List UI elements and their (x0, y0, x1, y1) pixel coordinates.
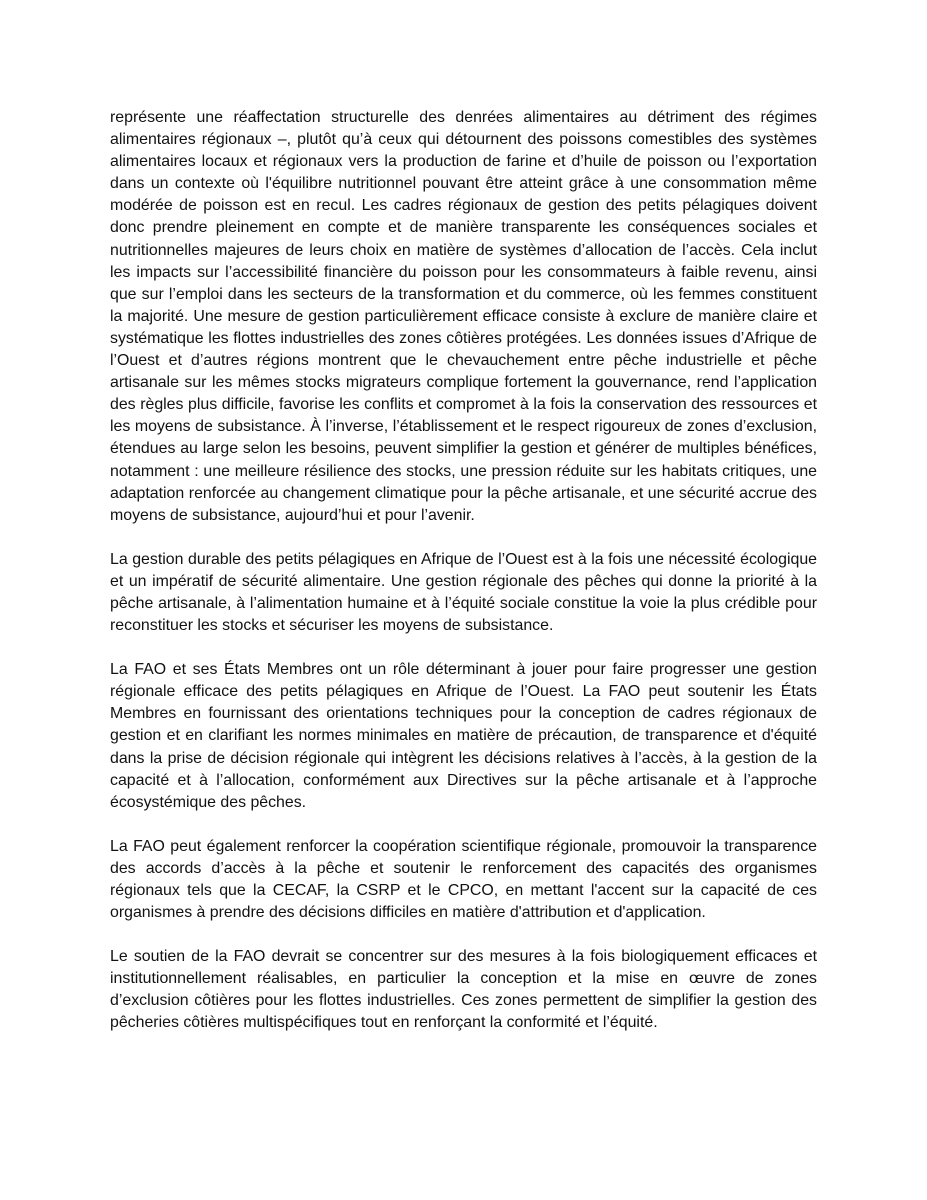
paragraph-1: représente une réaffectation structurelle des denrées alimentaires au détriment des régimes alimentaires régionaux –, plutôt qu’à ceux qui détournent des poissons comestibles des systèmes alimentaires locaux et régionaux vers la production de farine et d’huile de poisson ou l’exportation dans un contexte où l'équilibre nutritionnel pouvant être atteint grâce à une consommation même modérée de poisson est en recul. Les cadres régionaux de gestion des petits pélagiques doivent donc prendre pleinement en compte et de manière transparente les conséquences sociales et nutritionnelles majeures de leurs choix en matière de systèmes d’allocation de l’accès. Cela inclut les impacts sur l’accessibilité financière du poisson pour les consommateurs à faible revenu, ainsi que sur l’emploi dans les secteurs de la transformation et du commerce, où les femmes constituent la majorité. Une mesure de gestion particulièrement efficace consiste à exclure de manière claire et systématique les flottes industrielles des zones côtières protégées. Les données issues d’Afrique de l’Ouest et d’autres régions montrent que le chevauchement entre pêche industrielle et pêche artisanale sur les mêmes stocks migrateurs complique fortement la gouvernance, rend l’application des règles plus difficile, favorise les conflits et compromet à la fois la conservation des ressources et les moyens de subsistance. À l’inverse, l’établissement et le respect rigoureux de zones d’exclusion, étendues au large selon les besoins, peuvent simplifier la gestion et générer de multiples bénéfices, notamment : une meilleure résilience des stocks, une pression réduite sur les habitats critiques, une adaptation renforcée au changement climatique pour la pêche artisanale, et une sécurité accrue des moyens de subsistance, aujourd’hui et pour l’avenir. (110, 109, 817, 524)
paragraph-4: La FAO peut également renforcer la coopération scientifique régionale, promouvoir la transparence des accords d’accès à la pêche et soutenir le renforcement des capacités des organismes régionaux tels que la CECAF, la CSRP et le CPCO, en mettant l'accent sur la capacité de ces organismes à prendre des décisions difficiles en matière d'attribution et d'application. (110, 837, 817, 922)
paragraph-3: La FAO et ses États Membres ont un rôle déterminant à jouer pour faire progresser une gestion régionale efficace des petits pélagiques en Afrique de l’Ouest. La FAO peut soutenir les États Membres en fournissant des orientations techniques pour la conception de cadres régionaux de gestion et en clarifiant les normes minimales en matière de précaution, de transparence et d'équité dans la prise de décision régionale qui intègrent les décisions relatives à l’accès, à la gestion de la capacité et à l’allocation, conformément aux Directives sur la pêche artisanale et à l’approche écosystémique des pêches. (110, 661, 817, 811)
document-body (110, 107, 817, 1057)
paragraph-5: Le soutien de la FAO devrait se concentrer sur des mesures à la fois biologiquement efficaces et institutionnellement réalisables, en particulier la conception et la mise en œuvre de zones d’exclusion côtières pour les flottes industrielles. Ces zones permettent de simplifier la gestion des pêcheries côtières multispécifiques tout en renforçant la conformité et l’équité. (110, 948, 817, 1032)
paragraph-2: La gestion durable des petits pélagiques en Afrique de l’Ouest est à la fois une nécessité écologique et un impératif de sécurité alimentaire. Une gestion régionale des pêches qui donne la priorité à la pêche artisanale, à l’alimentation humaine et à l’équité sociale constitue la voie la plus crédible pour reconstituer les stocks et sécuriser les moyens de subsistance. (110, 550, 817, 635)
